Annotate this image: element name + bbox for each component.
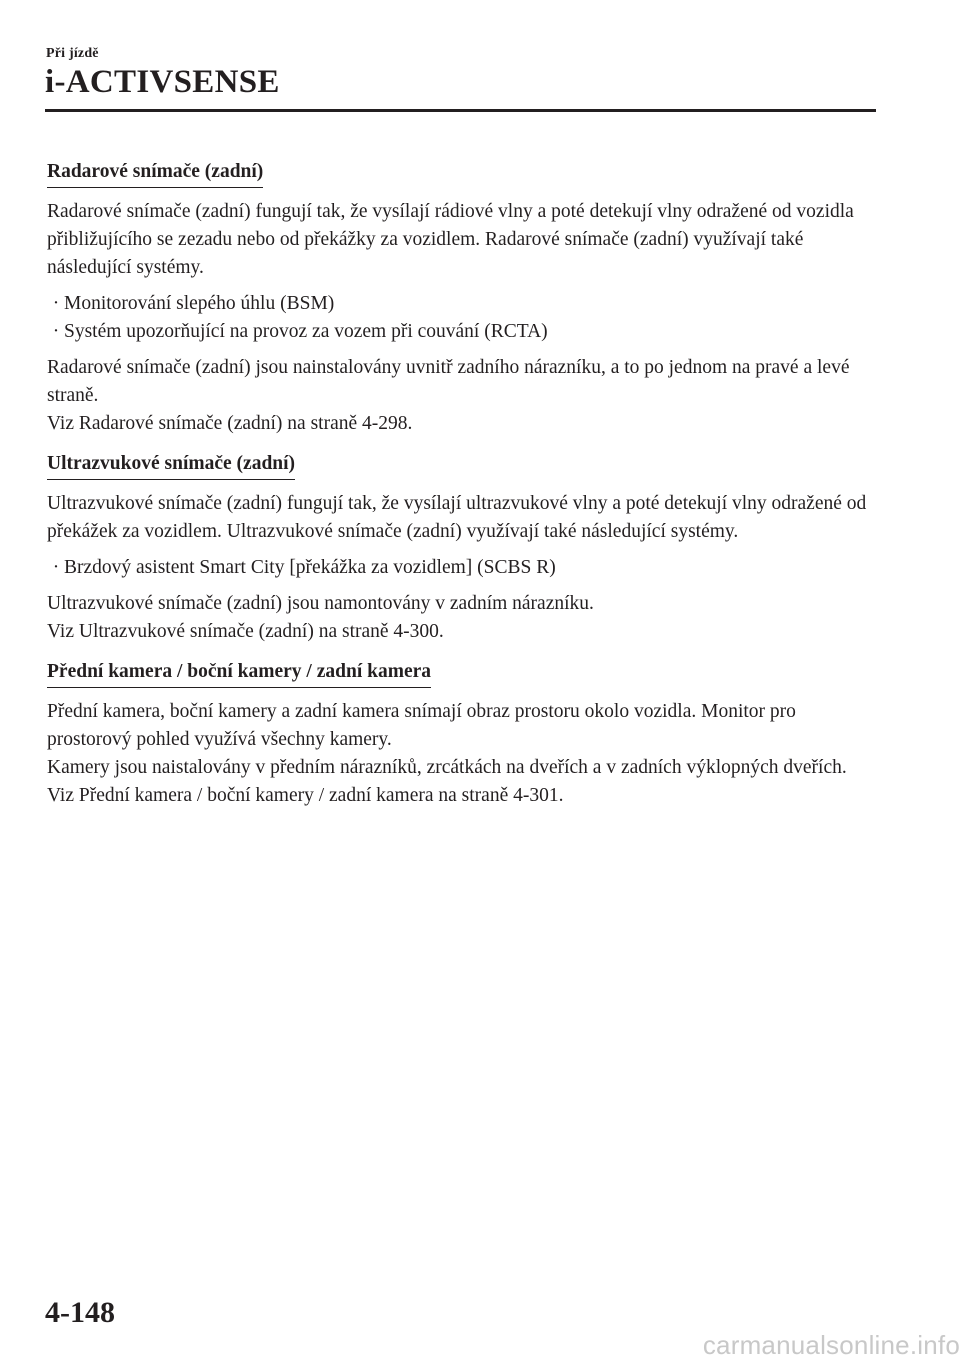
list-item [47,554,877,582]
page-number: 4-148 [45,1296,115,1329]
section-details-ultrasonic: Ultrazvukové snímače (zadní) jsou namontovány v zadním nárazníku. [47,593,594,614]
section-ultrasonic-sensors [47,450,877,646]
section-details-cameras: Kamery jsou naistalovány v předním nárazníků, zrcátkách na dveřích a v zadních výklopných dveřích. [47,757,847,778]
section-details-radar: Radarové snímače (zadní) jsou nainstalovány uvnitř zadního nárazníku, a to po jednom na pravé a levé straně. [47,357,850,406]
section-label: Při jízdě [46,46,99,61]
header-divider [45,109,876,112]
watermark: carmanualsonline.info [702,1330,960,1360]
list-item-text: Monitorování slepého úhlu (BSM) [64,293,335,314]
section-reference-ultrasonic: Viz Ultrazvukové snímače (zadní) na straně 4-300. [47,621,444,642]
bullet-icon: · [52,293,60,314]
page-content [47,158,877,818]
section-intro-radar: Radarové snímače (zadní) fungují tak, že vysílají rádiové vlny a poté detekují vlny odražené od vozidla přibližujícího se zezadu nebo od překážky za vozidlem. Radarové snímače (zadní) využívají také následující systémy. [47,201,854,278]
list-item-text: Brzdový asistent Smart City [překážka za vozidlem] (SCBS R) [64,557,556,578]
section-intro-cameras: Přední kamera, boční kamery a zadní kamera snímají obraz prostoru okolo vozidla. Monitor pro prostorový pohled využívá všechny kamery. [47,701,796,750]
section-reference-cameras: Viz Přední kamera / boční kamery / zadní kamera na straně 4-301. [47,785,564,806]
bullet-list-radar [47,290,877,346]
list-item [47,318,877,346]
page-title: i-ACTIVSENSE [45,64,280,100]
section-heading-ultrasonic: Ultrazvukové snímače (zadní) [47,451,295,480]
bullet-list-ultrasonic [47,554,877,582]
list-item [47,290,877,318]
bullet-icon: · [52,557,60,578]
section-heading-cameras: Přední kamera / boční kamery / zadní kamera [47,659,431,688]
section-radar-sensors [47,158,877,438]
bullet-icon: · [52,321,60,342]
section-intro-ultrasonic: Ultrazvukové snímače (zadní) fungují tak, že vysílají ultrazvukové vlny a poté detekují vlny odražené od překážek za vozidlem. Ultrazvukové snímače (zadní) využívají také následující systémy. [47,493,867,542]
section-cameras [47,658,877,810]
section-reference-radar: Viz Radarové snímače (zadní) na straně 4-298. [47,413,413,434]
section-heading-radar: Radarové snímače (zadní) [47,159,263,188]
list-item-text: Systém upozorňující na provoz za vozem při couvání (RCTA) [64,321,548,342]
